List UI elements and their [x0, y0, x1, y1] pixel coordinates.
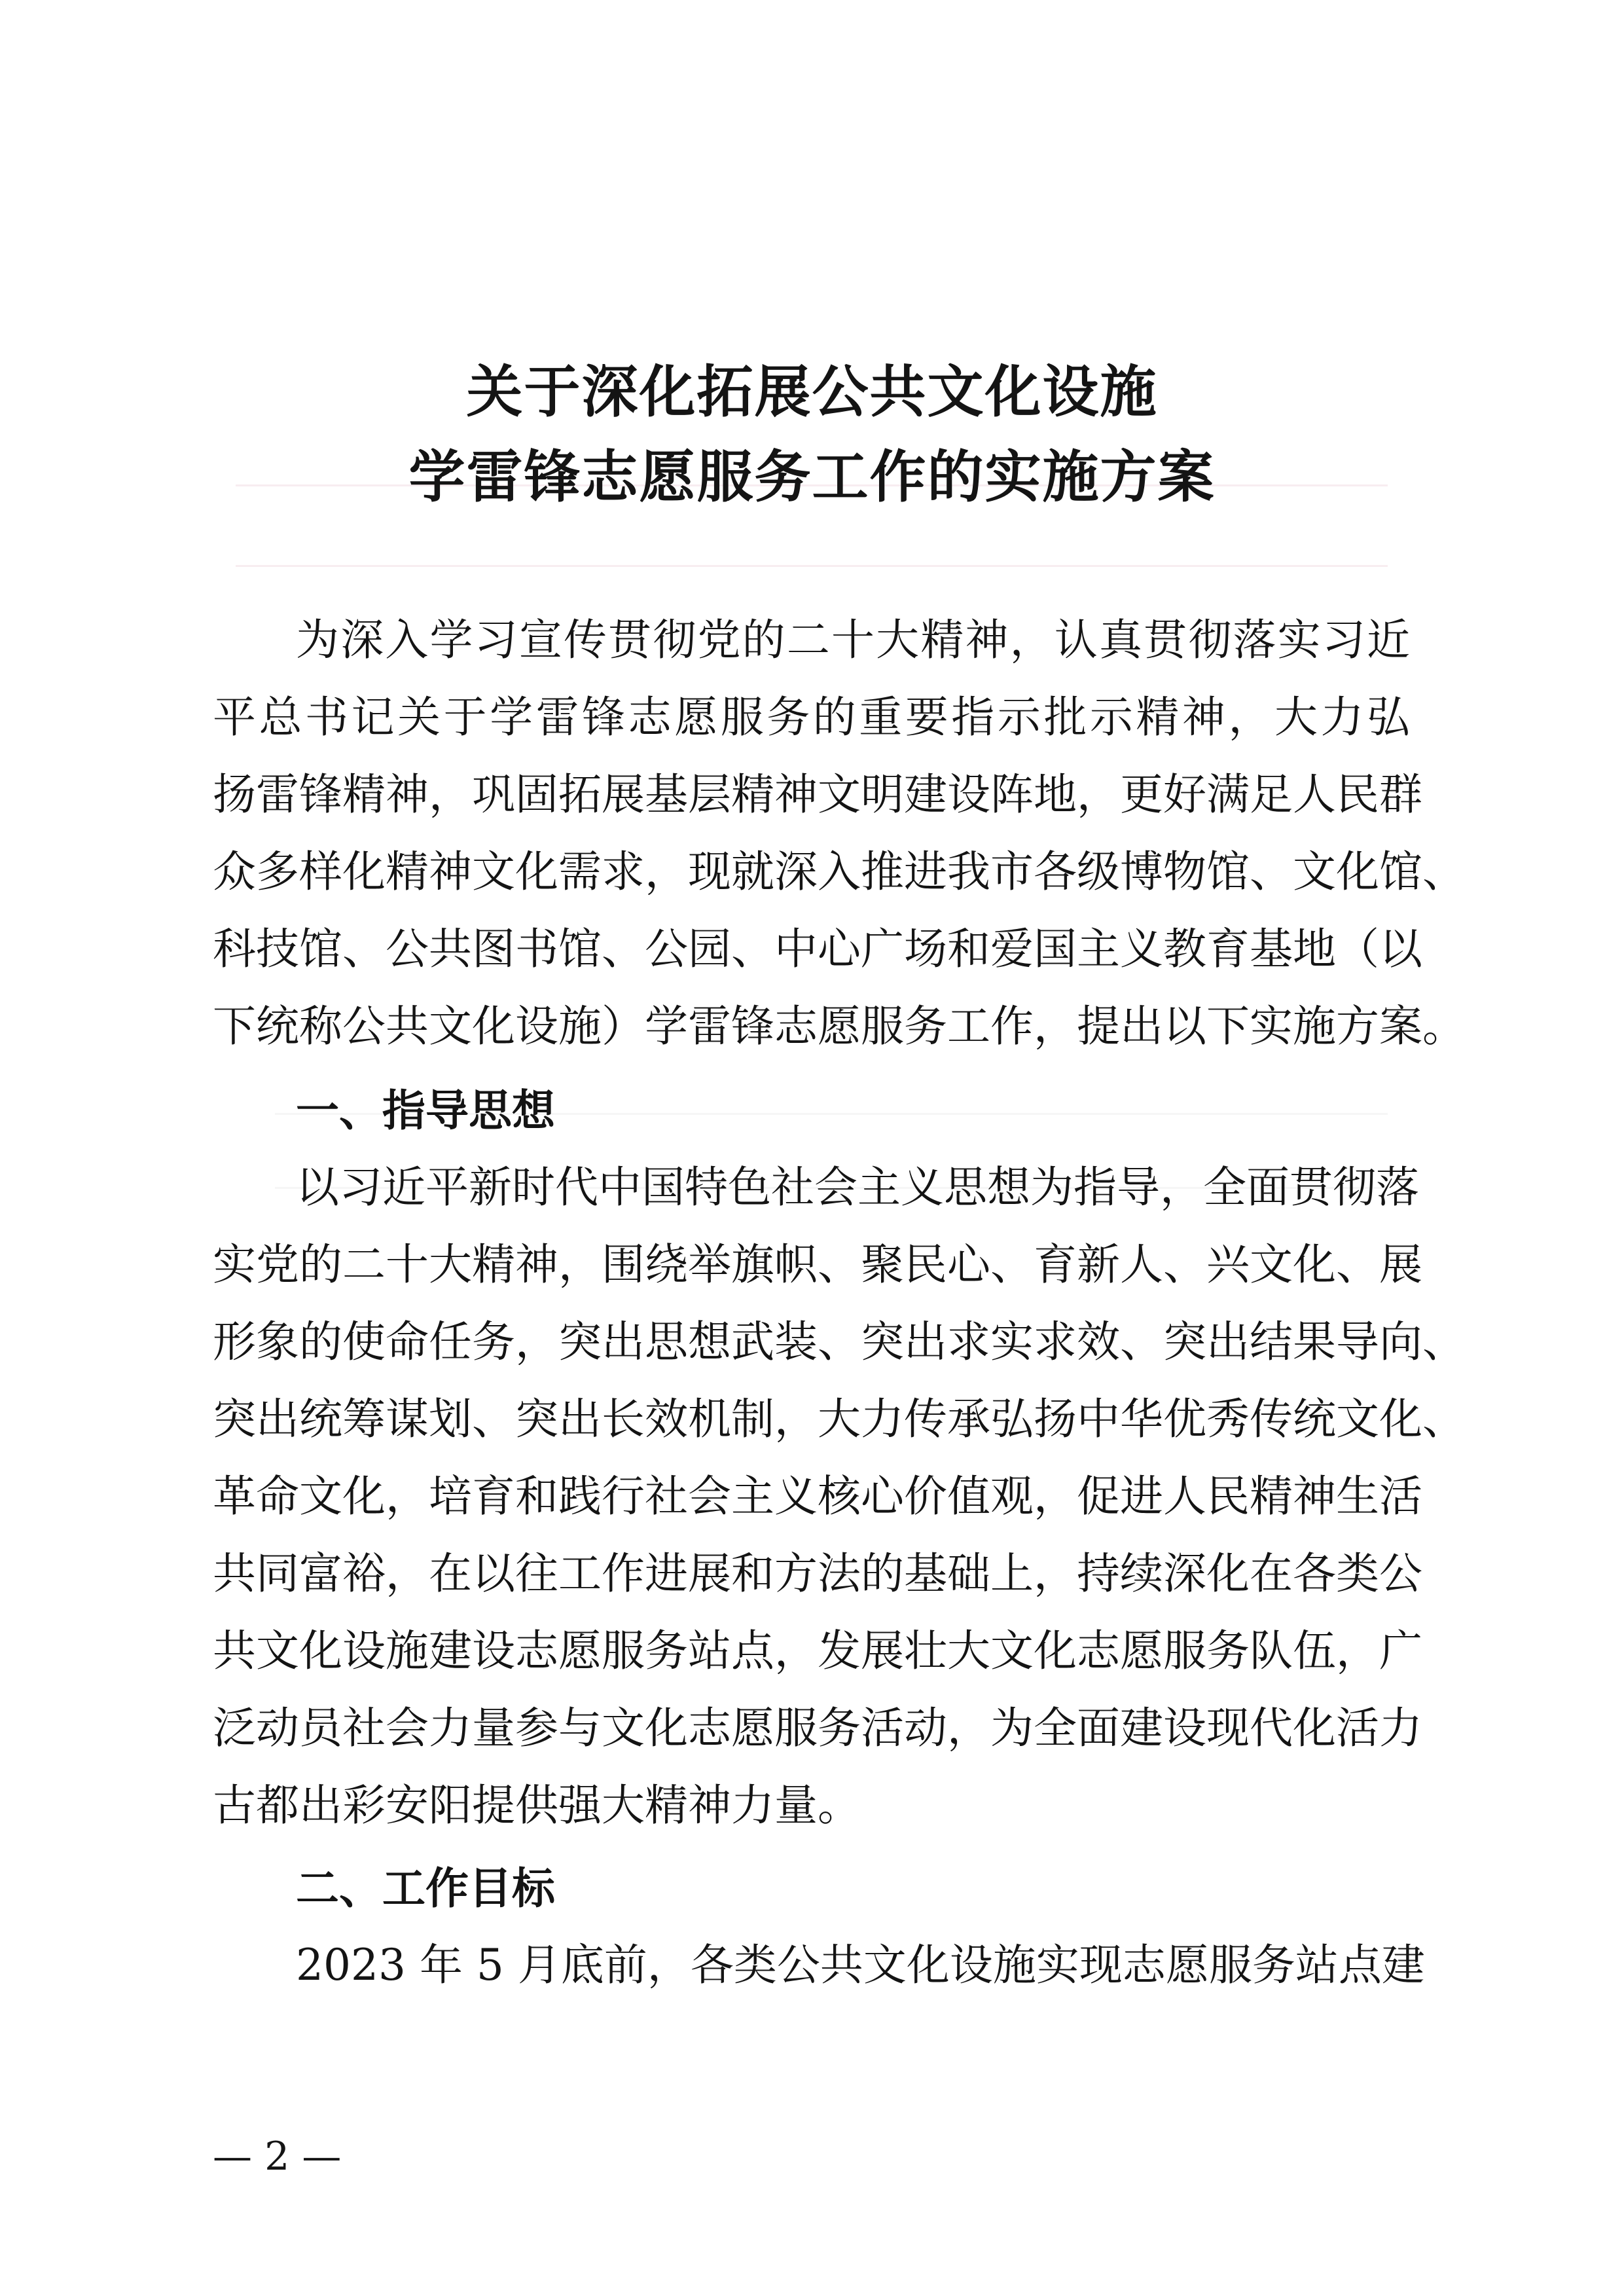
- section1-paragraph-line: 以习近平新时代中国特色社会主义思想为指导，全面贯彻落: [296, 1162, 1419, 1212]
- section1-paragraph-line: 古都出彩安阳提供强大精神力量。: [213, 1780, 861, 1831]
- section1-paragraph-line: 形象的使命任务，突出思想武装、突出求实求效、突出结果导向、: [213, 1317, 1466, 1367]
- section1-paragraph-line: 革命文化，培育和践行社会主义核心价值观，促进人民精神生活: [213, 1471, 1422, 1522]
- intro-paragraph-line: 为深入学习宣传贯彻党的二十大精神，认真贯彻落实习近: [296, 615, 1410, 665]
- section1-paragraph-line: 共同富裕，在以往工作进展和方法的基础上，持续深化在各类公: [213, 1548, 1422, 1599]
- intro-paragraph-line: 下统称公共文化设施）学雷锋志愿服务工作，提出以下实施方案。: [213, 1001, 1466, 1051]
- section1-paragraph-line: 泛动员社会力量参与文化志愿服务活动，为全面建设现代化活力: [213, 1703, 1422, 1753]
- section1-paragraph-line: 共文化设施建设志愿服务站点，发展壮大文化志愿服务队伍，广: [213, 1626, 1422, 1676]
- section2-paragraph-line: 2023 年 5 月底前，各类公共文化设施实现志愿服务站点建: [296, 1940, 1425, 1990]
- document-title-line-1: 关于深化拓展公共文化设施: [466, 359, 1158, 425]
- intro-paragraph-line: 科技馆、公共图书馆、公园、中心广场和爱国主义教育基地（以: [213, 924, 1422, 974]
- section1-paragraph-line: 实党的二十大精神，围绕举旗帜、聚民心、育新人、兴文化、展: [213, 1239, 1422, 1290]
- document-title-line-2: 学雷锋志愿服务工作的实施方案: [408, 444, 1216, 510]
- intro-paragraph-line: 平总书记关于学雷锋志愿服务的重要指示批示精神，大力弘: [213, 692, 1410, 742]
- section-heading-work-objectives: 二、工作目标: [296, 1863, 555, 1914]
- section1-paragraph-line: 突出统筹谋划、突出长效机制，大力传承弘扬中华优秀传统文化、: [213, 1394, 1466, 1444]
- intro-paragraph-line: 众多样化精神文化需求，现就深入推进我市各级博物馆、文化馆、: [213, 847, 1466, 897]
- page-number: — 2 —: [213, 2134, 342, 2179]
- section-heading-guiding-ideology: 一、指导思想: [296, 1085, 555, 1136]
- intro-paragraph-line: 扬雷锋精神，巩固拓展基层精神文明建设阵地，更好满足人民群: [213, 769, 1422, 820]
